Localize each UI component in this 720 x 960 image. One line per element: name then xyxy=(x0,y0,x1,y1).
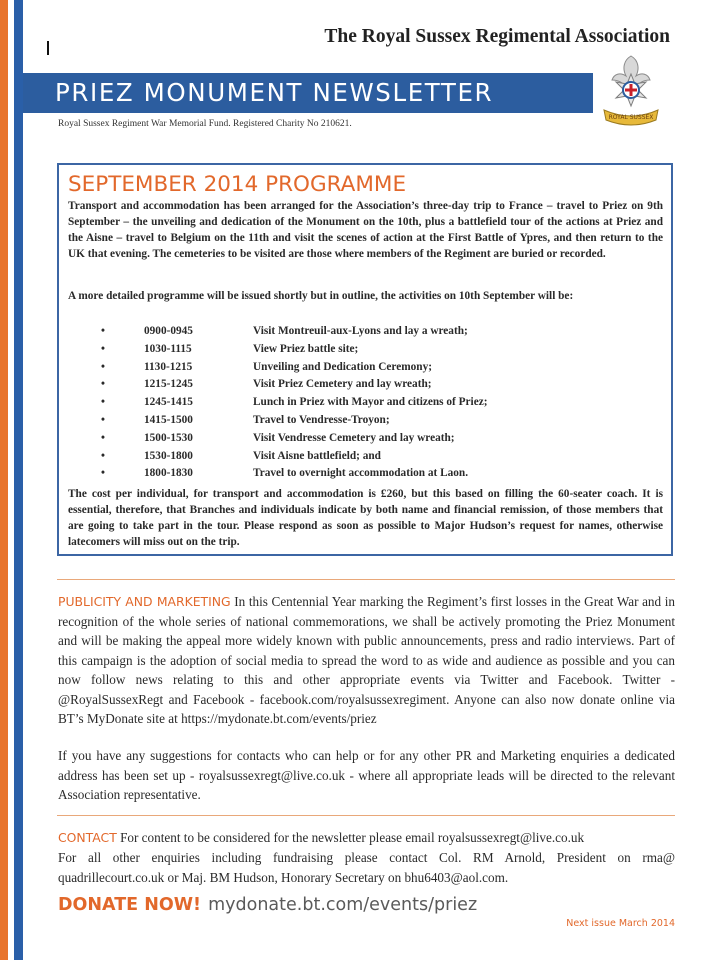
charity-line: Royal Sussex Regiment War Memorial Fund. Registered Charity No 210621. xyxy=(58,119,352,129)
bullet: • xyxy=(101,396,105,409)
bullet: • xyxy=(101,413,105,426)
programme-title: SEPTEMBER 2014 PROGRAMME xyxy=(68,172,407,197)
publicity-heading: PUBLICITY AND MARKETING xyxy=(58,594,231,609)
schedule-activity: Travel to overnight accommodation at Laon. xyxy=(253,467,469,480)
regimental-badge-icon xyxy=(596,50,666,128)
schedule-time: 1245-1415 xyxy=(144,396,193,409)
section-divider xyxy=(57,579,675,580)
contact-text: For content to be considered for the newsletter please email royalsussexregt@live.co.uk xyxy=(116,830,585,845)
left-blue-stripe xyxy=(14,0,23,960)
donate-link[interactable]: mydonate.bt.com/events/priez xyxy=(208,895,478,915)
schedule-item xyxy=(68,414,663,432)
schedule-time: 1215-1245 xyxy=(144,378,193,391)
schedule-time: 1800-1830 xyxy=(144,467,193,480)
bullet: • xyxy=(101,378,105,391)
newsletter-title: PRIEZ MONUMENT NEWSLETTER xyxy=(55,78,494,107)
schedule-time: 1415-1500 xyxy=(144,413,193,426)
bullet: • xyxy=(101,342,105,355)
schedule-time: 1130-1215 xyxy=(144,360,193,373)
schedule-activity: Lunch in Priez with Mayor and citizens of Priez; xyxy=(253,396,488,409)
schedule-item xyxy=(68,432,663,450)
next-issue-note: Next issue March 2014 xyxy=(566,918,675,929)
bullet: • xyxy=(101,325,105,337)
publicity-text: In this Centennial Year marking the Regiment’s first losses in the Great War and in recognition of the whole series of national commemorations, we shall be actively promoting the Priez Monument and will be making the appeal more widely known with public announcements, press and radio interviews. Part of this campaign is the adoption of social media to spread the word to as wide and audience as possible and you can now follow news relating to this and other appropriate events via Twitter and Facebook. Twitter - @RoyalSussexRegt and Facebook - facebook.com/royalsussexregiment. Anyone can also now donate online via BT’s MyDonate site at https://mydonate.bt.com/events/priez xyxy=(58,594,675,726)
newsletter-banner xyxy=(23,73,593,113)
schedule-activity: View Priez battle site; xyxy=(253,342,359,355)
schedule-item xyxy=(68,450,663,468)
publicity-paragraph xyxy=(58,592,675,729)
schedule-activity: Unveiling and Dedication Ceremony; xyxy=(253,360,432,373)
bullet: • xyxy=(101,431,105,444)
programme-outline: A more detailed programme will be issued shortly but in outline, the activities on 10th September will be: xyxy=(68,290,574,302)
schedule-item xyxy=(68,361,663,379)
schedule-activity: Visit Vendresse Cemetery and lay wreath; xyxy=(253,431,455,444)
schedule-time: 1500-1530 xyxy=(144,431,193,444)
contact-paragraph xyxy=(58,828,675,848)
schedule-item xyxy=(68,467,663,485)
programme-cost: The cost per individual, for transport and accommodation is £260, but this based on filling the 60-seater coach. It is essential, therefore, that Branches and individuals indicate by both name and financial remission, of those members that are going to take part in the tour. Please respond as soon as possible to Major Hudson’s request for names, otherwise latecomers will miss out on the trip. xyxy=(68,488,663,548)
contact-heading: CONTACT xyxy=(58,830,117,845)
schedule-activity: Visit Aisne battlefield; and xyxy=(253,449,381,462)
association-title: The Royal Sussex Regimental Association xyxy=(324,26,670,47)
schedule-activity: Travel to Vendresse-Troyon; xyxy=(253,413,390,426)
publicity-paragraph-2: If you have any suggestions for contacts who can help or for any other PR and Marketing enquiries a dedicated address has been set up - royalsussexregt@live.co.uk - where all appropriate leads will be directed to the relevant Association representative. xyxy=(58,748,675,802)
programme-intro: Transport and accommodation has been arranged for the Association’s three-day trip to France – travel to Priez on 9th September – the unveiling and dedication of the Monument on the 10th, plus a battlefield tour of the actions at Priez and the Aisne – travel to Belgium on the 11th and visit the scenes of action at the First Battle of Ypres, and then return to the UK that evening. The cemeteries to be visited are those where members of the Regiment are buried or recorded. xyxy=(68,200,663,260)
schedule-activity: Visit Priez Cemetery and lay wreath; xyxy=(253,378,432,391)
badge-cross-horizontal xyxy=(625,89,637,92)
badge-scroll-text: ROYAL SUSSEX xyxy=(608,114,654,121)
schedule-time: 1030-1115 xyxy=(144,342,192,355)
schedule-list xyxy=(68,325,663,485)
schedule-item xyxy=(68,325,663,343)
schedule-item xyxy=(68,396,663,414)
schedule-time: 1530-1800 xyxy=(144,449,193,462)
bullet: • xyxy=(101,449,105,462)
schedule-time: 0900-0945 xyxy=(144,325,193,337)
contact-paragraph-2: For all other enquiries including fundraising please contact Col. RM Arnold, President on rma@ quadrillecourt.co.uk or Maj. BM Hudson, Honorary Secretary on bhu6403@aol.com. xyxy=(58,850,675,885)
bullet: • xyxy=(101,360,105,373)
left-orange-stripe xyxy=(0,0,8,960)
text-cursor xyxy=(47,41,49,55)
schedule-item xyxy=(68,378,663,396)
bullet: • xyxy=(101,467,105,480)
schedule-item xyxy=(68,343,663,361)
section-divider xyxy=(57,815,675,816)
donate-heading: DONATE NOW! xyxy=(58,895,202,915)
donate-line xyxy=(58,895,477,915)
schedule-activity: Visit Montreuil-aux-Lyons and lay a wreath; xyxy=(253,325,468,337)
